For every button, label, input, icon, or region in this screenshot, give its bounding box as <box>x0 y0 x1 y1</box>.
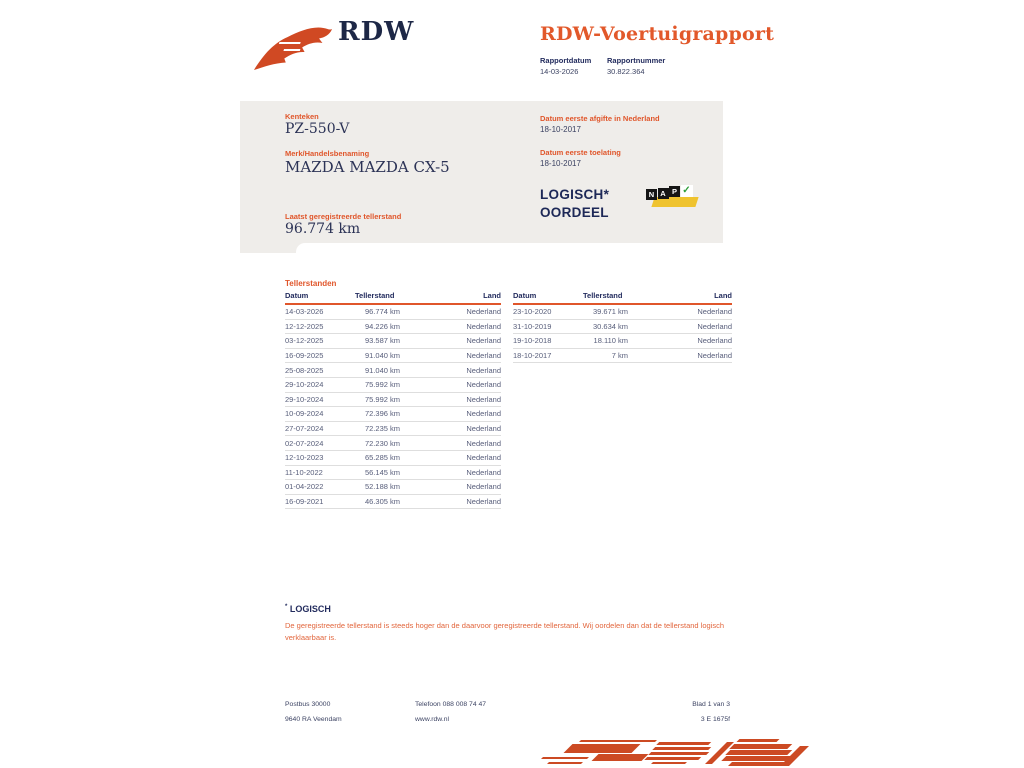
table-row <box>285 378 501 393</box>
table-row <box>285 363 501 378</box>
odometer-table-left <box>285 291 501 509</box>
cell-tellerstand: 39.671 km <box>592 307 628 317</box>
cell-datum: 19-10-2018 <box>513 336 552 346</box>
cell-datum: 29-10-2024 <box>285 380 324 390</box>
col-datum: Datum <box>513 291 537 300</box>
cell-tellerstand: 72.235 km <box>364 424 400 434</box>
nap-checkmark-icon: ✓ <box>682 185 691 196</box>
afgifte-label: Datum eerste afgifte in Nederland <box>540 114 660 123</box>
table-row <box>513 305 732 320</box>
cell-land: Nederland <box>466 394 501 404</box>
cell-land: Nederland <box>466 438 501 448</box>
report-number-value: 30.822.364 <box>607 67 645 76</box>
cell-tellerstand: 91.040 km <box>364 365 400 375</box>
tellerstand-label: Laatst geregistreerde tellerstand <box>285 212 402 221</box>
cell-tellerstand: 18.110 km <box>593 336 628 346</box>
cell-tellerstand: 94.226 km <box>364 321 400 331</box>
table-row <box>285 393 501 408</box>
cell-land: Nederland <box>466 365 501 375</box>
table-row <box>513 349 732 364</box>
report-date-value: 14-03-2026 <box>540 67 579 76</box>
tellerstanden-title: Tellerstanden <box>285 279 337 288</box>
vehicle-summary-box <box>240 101 723 253</box>
table-row <box>285 480 501 495</box>
cell-tellerstand: 75.992 km <box>364 394 400 404</box>
cell-land: Nederland <box>466 336 501 346</box>
cell-land: Nederland <box>466 424 501 434</box>
footer-address-line1: Postbus 30000 <box>285 701 331 708</box>
table-row <box>285 451 501 466</box>
cell-datum: 23-10-2020 <box>513 307 552 317</box>
cell-tellerstand: 46.305 km <box>364 497 400 507</box>
cell-tellerstand: 56.145 km <box>364 467 400 477</box>
footer-form-code: 3 E 1675f <box>700 716 730 723</box>
cell-datum: 25-08-2025 <box>285 365 324 375</box>
table-row <box>285 407 501 422</box>
cell-datum: 27-07-2024 <box>285 424 324 434</box>
nap-logo-icon <box>646 185 702 211</box>
kenteken-value: PZ-550-V <box>285 121 350 137</box>
table-row <box>285 334 501 349</box>
rdw-wordmark: RDW <box>338 17 415 47</box>
cell-datum: 16-09-2025 <box>285 351 324 361</box>
cell-land: Nederland <box>466 453 501 463</box>
cell-land: Nederland <box>466 321 501 331</box>
summary-box-notch <box>296 243 723 253</box>
footer-page-number: Blad 1 van 3 <box>692 701 730 708</box>
toelating-value: 18-10-2017 <box>540 159 581 168</box>
cell-datum: 01-04-2022 <box>285 482 324 492</box>
cell-datum: 14-03-2026 <box>285 307 324 317</box>
table-header <box>513 291 732 305</box>
cell-tellerstand: 7 km <box>611 351 628 361</box>
cell-land: Nederland <box>466 380 501 390</box>
cell-land: Nederland <box>697 307 732 317</box>
table-row <box>285 422 501 437</box>
cell-datum: 11-10-2022 <box>285 467 323 477</box>
cell-tellerstand: 91.040 km <box>364 351 400 361</box>
footnote-text: De geregistreerde tellerstand is steeds hoger dan de daarvoor geregistreerde tellerstand. Wij oordelen dan dat de tellerstand logisch verklaarbaar is. <box>285 621 725 642</box>
afgifte-value: 18-10-2017 <box>540 125 581 134</box>
cell-tellerstand: 30.634 km <box>592 321 628 331</box>
table-body <box>285 305 501 509</box>
table-row <box>285 320 501 335</box>
nap-letter-a: A <box>658 188 669 199</box>
table-row <box>285 466 501 481</box>
cell-datum: 12-12-2025 <box>285 321 324 331</box>
oordeel-verdict <box>540 186 609 222</box>
cell-datum: 18-10-2017 <box>513 351 552 361</box>
cell-datum: 29-10-2024 <box>285 394 324 404</box>
rdw-speed-stripes-graphic <box>540 738 796 768</box>
footer-address-line2: 9640 RA Veendam <box>285 716 342 723</box>
col-land: Land <box>714 291 732 300</box>
report-number-label: Rapportnummer <box>607 56 666 65</box>
col-datum: Datum <box>285 291 309 300</box>
cell-tellerstand: 96.774 km <box>364 307 400 317</box>
footer-phone: Telefoon 088 008 74 47 <box>415 701 487 708</box>
oordeel-line2: OORDEEL <box>540 205 609 220</box>
table-row <box>285 436 501 451</box>
toelating-label: Datum eerste toelating <box>540 148 621 157</box>
cell-land: Nederland <box>466 409 501 419</box>
table-row <box>513 334 732 349</box>
cell-land: Nederland <box>697 351 732 361</box>
cell-land: Nederland <box>697 336 732 346</box>
table-header <box>285 291 501 305</box>
cell-datum: 31-10-2019 <box>513 321 552 331</box>
cell-land: Nederland <box>466 467 501 477</box>
odometer-table-right <box>513 291 732 363</box>
oordeel-line1: LOGISCH* <box>540 187 610 202</box>
cell-datum: 02-07-2024 <box>285 438 324 448</box>
footnote-title-text: LOGISCH <box>289 604 331 614</box>
cell-tellerstand: 72.396 km <box>364 409 400 419</box>
cell-tellerstand: 75.992 km <box>364 380 400 390</box>
cell-datum: 10-09-2024 <box>285 409 324 419</box>
footnote-asterisk: * <box>285 604 288 610</box>
cell-tellerstand: 93.587 km <box>364 336 400 346</box>
table-row <box>285 495 501 510</box>
cell-datum: 12-10-2023 <box>285 453 324 463</box>
nap-yellow-bar <box>651 197 698 207</box>
kenteken-label: Kenteken <box>285 112 319 121</box>
cell-tellerstand: 72.230 km <box>364 438 400 448</box>
merk-value: MAZDA MAZDA CX-5 <box>285 158 450 176</box>
cell-land: Nederland <box>466 497 501 507</box>
table-body <box>513 305 732 363</box>
page-title: RDW-Voertuigrapport <box>540 23 775 45</box>
nap-letter-n: N <box>646 189 657 200</box>
col-tellerstand: Tellerstand <box>583 291 623 300</box>
table-row <box>285 305 501 320</box>
table-row <box>285 349 501 364</box>
cell-land: Nederland <box>697 321 732 331</box>
footer-website: www.rdw.nl <box>415 716 449 723</box>
cell-datum: 16-09-2021 <box>285 497 324 507</box>
footnote-title <box>285 604 331 614</box>
tellerstand-value: 96.774 km <box>285 221 361 237</box>
cell-datum: 03-12-2025 <box>285 336 324 346</box>
report-date-label: Rapportdatum <box>540 56 592 65</box>
table-row <box>513 320 732 335</box>
merk-label: Merk/Handelsbenaming <box>285 149 370 158</box>
cell-land: Nederland <box>466 351 501 361</box>
rdw-falcon-logo-icon <box>252 22 334 72</box>
cell-land: Nederland <box>466 482 501 492</box>
col-tellerstand: Tellerstand <box>355 291 395 300</box>
col-land: Land <box>483 291 501 300</box>
cell-land: Nederland <box>466 307 501 317</box>
cell-tellerstand: 52.188 km <box>364 482 400 492</box>
nap-letter-p: P <box>669 186 680 197</box>
cell-tellerstand: 65.285 km <box>364 453 400 463</box>
